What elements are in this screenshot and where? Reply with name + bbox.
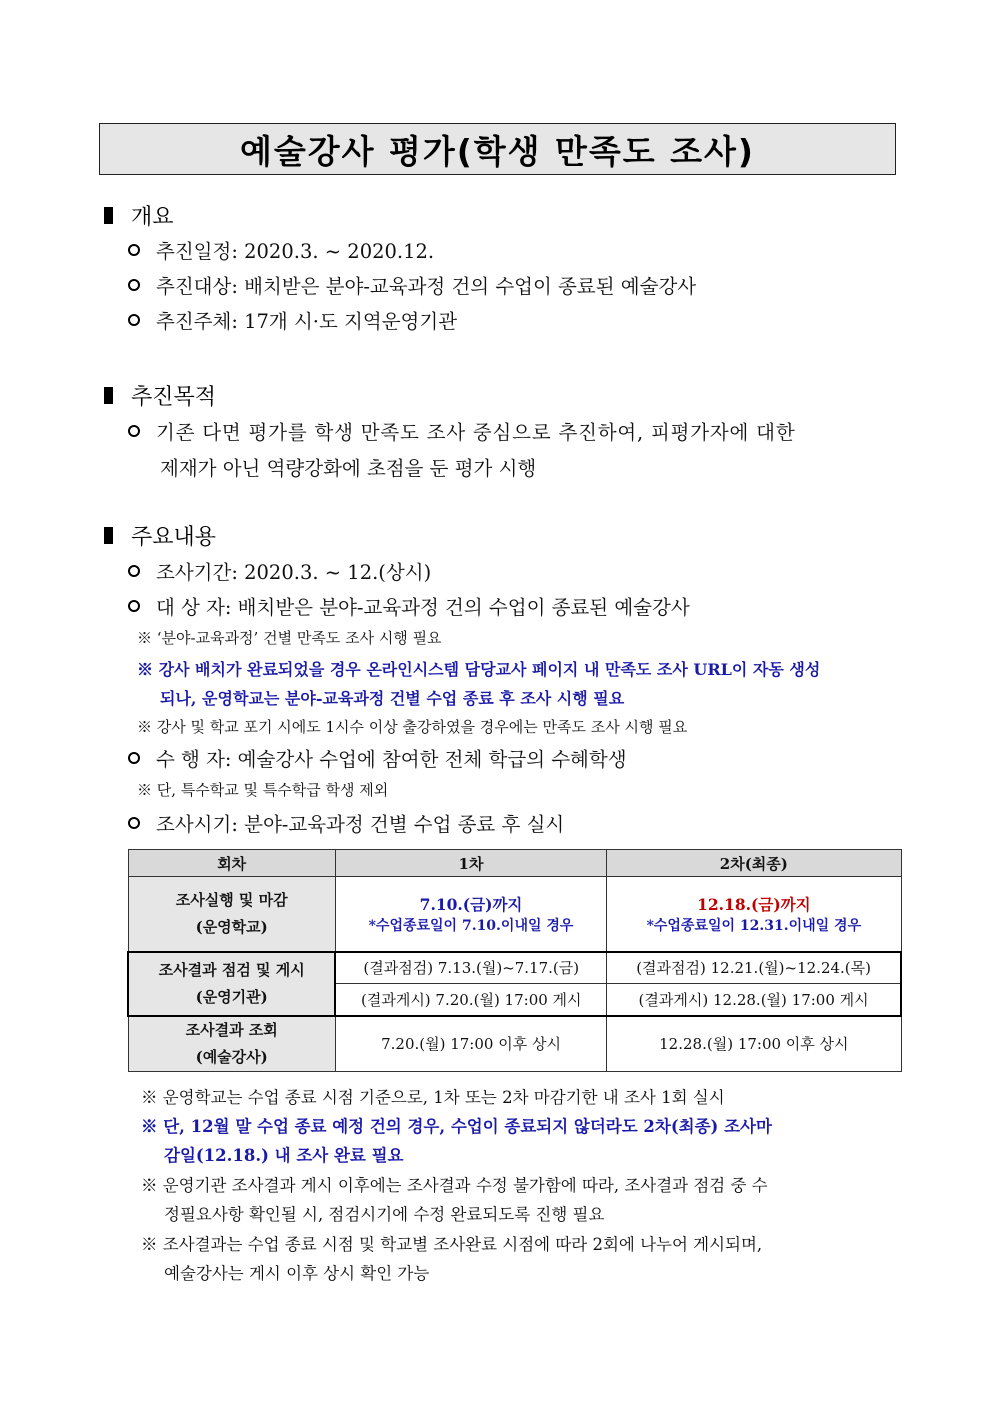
schedule-table: [127, 849, 902, 1072]
table-cell: 12.18.(금)까지 *수업종료일이 12.31.이내일 경우: [607, 877, 901, 952]
overview-item-schedule: 추진일정: 2020.3. ~ 2020.12.: [128, 236, 434, 264]
table-row: [128, 1016, 901, 1072]
circle-bullet-icon: [128, 425, 140, 437]
table-header-cell: 2차(최종): [607, 850, 901, 877]
table-cell: (결과게시) 12.28.(월) 17:00 게시: [607, 984, 901, 1016]
circle-bullet-icon: [128, 817, 140, 829]
section-title: 추진목적: [131, 385, 217, 410]
section-purpose-heading: [104, 380, 216, 411]
row-label: 조사결과 조회 (예술강사): [128, 1016, 335, 1072]
circle-bullet-icon: [128, 565, 140, 577]
contents-item-target: 대 상 자: 배치받은 분야-교육과정 건의 수업이 종료된 예술강사: [128, 592, 690, 620]
circle-bullet-icon: [128, 752, 140, 764]
table-header-cell: 회차: [128, 850, 335, 877]
title-box: [99, 123, 896, 175]
footnote-posting-line1: ※ 조사결과는 수업 종료 시점 및 학교별 조사완료 시점에 따라 2회에 나누어 게시되며,: [141, 1235, 763, 1254]
note-exclusion: ※ 단, 특수학교 및 특수학급 학생 제외: [137, 781, 389, 799]
circle-bullet-icon: [128, 279, 140, 291]
footnote-december-line1: ※ 단, 12월 말 수업 종료 예정 건의 경우, 수업이 종료되지 않더라도 2차(최종) 조사마: [141, 1117, 772, 1136]
footnote-once-per-round: ※ 운영학교는 수업 종료 시점 기준으로, 1차 또는 2차 마감기한 내 조사 1회 실시: [141, 1088, 725, 1107]
square-bullet-icon: [104, 387, 113, 404]
page-title: 예술강사 평가(학생 만족도 조사): [239, 131, 756, 171]
table-cell: 7.10.(금)까지 *수업종료일이 7.10.이내일 경우: [335, 877, 606, 952]
table-header-cell: 1차: [335, 850, 606, 877]
table-row: [128, 952, 901, 984]
section-title: 개요: [131, 205, 174, 230]
note-url-line2: 되나, 운영학교는 분야-교육과정 건별 수업 종료 후 조사 시행 필요: [160, 689, 625, 708]
footnote-posting-line2: 예술강사는 게시 이후 상시 확인 가능: [164, 1264, 430, 1283]
table-cell: 7.20.(월) 17:00 이후 상시: [335, 1016, 606, 1072]
overview-item-organizer: 추진주체: 17개 시·도 지역운영기관: [128, 306, 457, 334]
square-bullet-icon: [104, 527, 113, 544]
contents-item-performer: 수 행 자: 예술강사 수업에 참여한 전체 학급의 수혜학생: [128, 744, 627, 772]
row-label: 조사결과 점검 및 게시 (운영기관): [128, 952, 335, 1016]
footnote-no-edit-line1: ※ 운영기관 조사결과 게시 이후에는 조사결과 수정 불가함에 따라, 조사결과 점검 중 수: [141, 1176, 768, 1195]
section-title: 주요내용: [131, 525, 217, 550]
contents-item-timing: 조사시기: 분야-교육과정 건별 수업 종료 후 실시: [128, 809, 564, 837]
note-per-course: ※ ‘분야-교육과정’ 건별 만족도 조사 시행 필요: [137, 629, 442, 647]
table-cell: (결과점검) 7.13.(월)~7.17.(금): [335, 952, 606, 984]
table-header-row: [128, 850, 901, 877]
circle-bullet-icon: [128, 314, 140, 326]
square-bullet-icon: [104, 207, 113, 224]
note-url-line1: ※ 강사 배치가 완료되었을 경우 온라인시스템 담당교사 페이지 내 만족도 조사 URL이 자동 생성: [137, 660, 821, 679]
footnote-no-edit-line2: 정필요사항 확인될 시, 점검시기에 수정 완료되도록 진행 필요: [164, 1205, 605, 1224]
table-cell: (결과게시) 7.20.(월) 17:00 게시: [335, 984, 606, 1016]
note-withdrawal: ※ 강사 및 학교 포기 시에도 1시수 이상 출강하였을 경우에는 만족도 조사 시행 필요: [137, 718, 688, 736]
section-contents-heading: [104, 520, 216, 551]
row-label: 조사실행 및 마감 (운영학교): [128, 877, 335, 952]
section-overview-heading: [104, 200, 174, 231]
circle-bullet-icon: [128, 244, 140, 256]
table-cell: (결과점검) 12.21.(월)~12.24.(목): [607, 952, 901, 984]
purpose-item: 기존 다면 평가를 학생 만족도 조사 중심으로 추진하여, 피평가자에 대한: [128, 417, 795, 445]
table-cell: 12.28.(월) 17:00 이후 상시: [607, 1016, 901, 1072]
purpose-item-continued: 제재가 아닌 역량강화에 초점을 둔 평가 시행: [160, 457, 537, 480]
overview-item-target: 추진대상: 배치받은 분야-교육과정 건의 수업이 종료된 예술강사: [128, 271, 696, 299]
footnote-december-line2: 감일(12.18.) 내 조사 완료 필요: [164, 1146, 404, 1165]
table-row: [128, 877, 901, 952]
circle-bullet-icon: [128, 600, 140, 612]
contents-item-period: 조사기간: 2020.3. ~ 12.(상시): [128, 557, 431, 585]
